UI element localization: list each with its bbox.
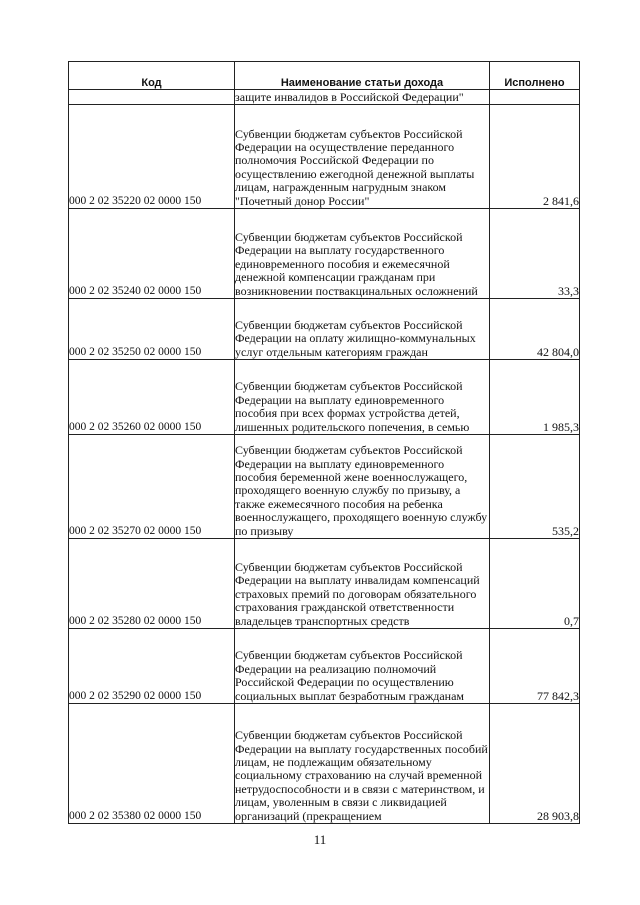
row-name: Субвенции бюджетам субъектов Российской Федерации на выплату инвалидам компенсаций страховых премий по договорам обязательного страхования гражданской ответственности владельцев транспортных средств [235,539,490,629]
row-name: Субвенции бюджетам субъектов Российской Федерации на выплату единовременного пособия при всех формах устройства детей, лишенных родительского попечения, в семью [235,360,490,435]
row-amount: 2 841,6 [490,105,580,209]
row-name: Субвенции бюджетам субъектов Российской Федерации на выплату государственного единовременного пособия и ежемесячной денежной компенсации гражданам при возникновении поствакцинальных осложнений [235,209,490,299]
header-code: Код [69,62,235,90]
row-name: Субвенции бюджетам субъектов Российской Федерации на выплату государственных пособий лицам, не подлежащим обязательному социальному страхованию на случай временной нетрудоспособности и в связи с материнством, и лицам, уволенным в связи с ликвидацией организаций (прекращением [235,704,490,824]
table-row [69,629,580,704]
table-row [69,299,580,360]
continuation-row [69,90,580,105]
row-code: 000 2 02 35270 02 0000 150 [69,435,235,539]
row-code: 000 2 02 35260 02 0000 150 [69,360,235,435]
income-table [68,61,580,824]
table-row [69,105,580,209]
row-name: Субвенции бюджетам субъектов Российской Федерации на выплату единовременного пособия беременной жене военнослужащего, проходящего военную службу по призыву, а также ежемесячного пособия на ребенка военнослужащего, проходящего военную службу по призыву [235,435,490,539]
row-amount: 33,3 [490,209,580,299]
row-name: Субвенции бюджетам субъектов Российской Федерации на оплату жилищно-коммунальных услуг отдельным категориям граждан [235,299,490,360]
row-amount: 535,2 [490,435,580,539]
row-amount: 77 842,3 [490,629,580,704]
row-code: 000 2 02 35240 02 0000 150 [69,209,235,299]
continuation-code-cell [69,90,235,105]
table-row [69,539,580,629]
row-code: 000 2 02 35220 02 0000 150 [69,105,235,209]
table-row [69,360,580,435]
row-code: 000 2 02 35380 02 0000 150 [69,704,235,824]
row-code: 000 2 02 35280 02 0000 150 [69,539,235,629]
continuation-name-cell: защите инвалидов в Российской Федерации" [235,90,490,105]
row-amount: 42 804,0 [490,299,580,360]
header-executed: Исполнено [490,62,580,90]
row-amount: 28 903,8 [490,704,580,824]
row-amount: 1 985,3 [490,360,580,435]
table-row [69,209,580,299]
row-amount: 0,7 [490,539,580,629]
row-name: Субвенции бюджетам субъектов Российской Федерации на осуществление переданного полномочия Российской Федерации по осуществлению ежегодной денежной выплаты лицам, награжденным нагрудным знаком "Почетный донор России" [235,105,490,209]
table-row [69,435,580,539]
header-name: Наименование статьи дохода [235,62,490,90]
continuation-amount-cell [490,90,580,105]
table-header-row [69,62,580,90]
row-code: 000 2 02 35250 02 0000 150 [69,299,235,360]
table-row [69,704,580,824]
page-number: 11 [313,832,327,847]
row-name: Субвенции бюджетам субъектов Российской Федерации на реализацию полномочий Российской Федерации по осуществлению социальных выплат безработным гражданам [235,629,490,704]
row-code: 000 2 02 35290 02 0000 150 [69,629,235,704]
